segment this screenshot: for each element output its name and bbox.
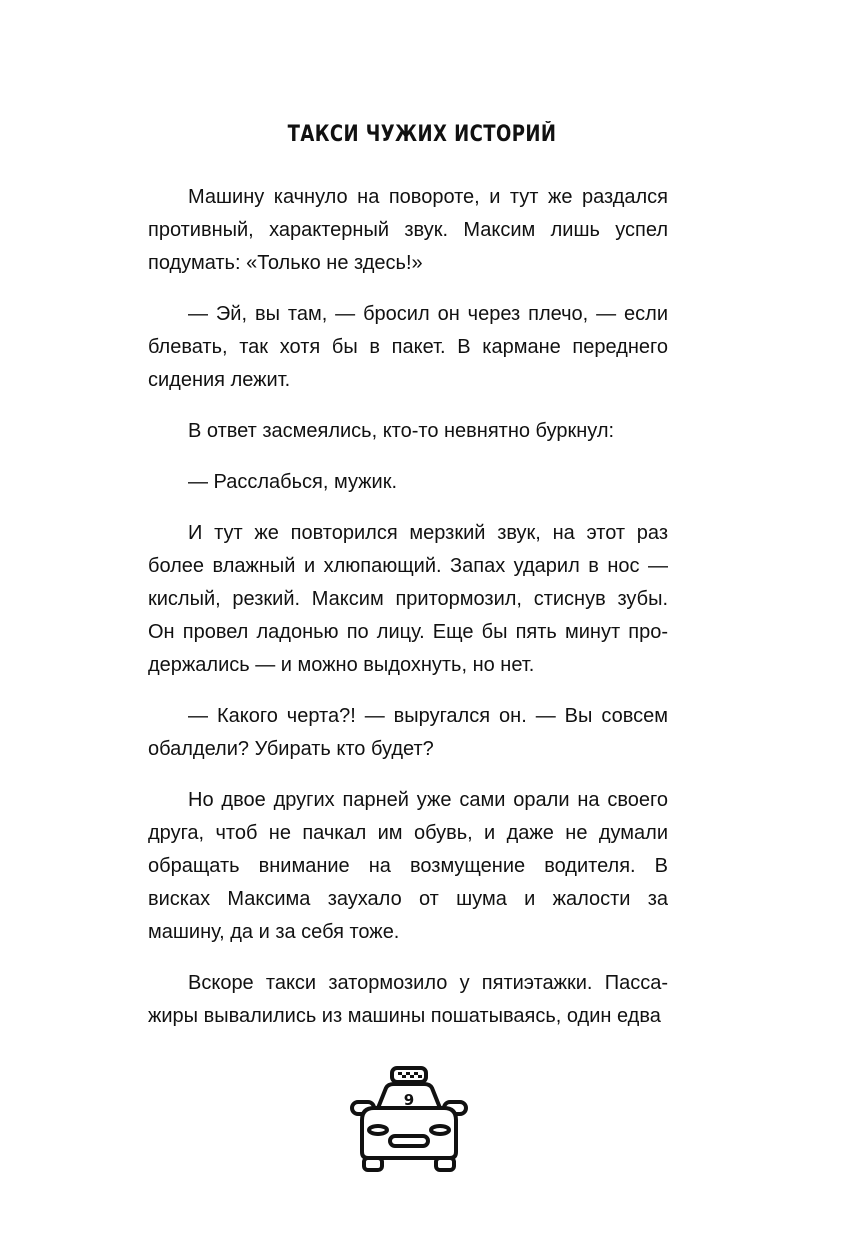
paragraph: Машину качнуло на повороте, и тут же раздался противный, характерный звук. Максим лишь успел подумать: «Только не здесь!»	[148, 186, 668, 274]
paragraph: И тут же повторился мерзкий звук, на этот раз более влажный и хлюпающий. Запах ударил в нос — кислый, резкий. Максим притормозил, стиснув зубы. Он провел ладонью по лицу. Еще бы пять минут продержались — и можно выдохнуть, но нет.	[148, 522, 668, 676]
paragraph: — Эй, вы там, — бросил он через плечо, — если блевать, так хотя бы в пакет. В кармане переднего сидения лежит.	[148, 303, 668, 391]
paragraph: Вскоре такси затормозило у пятиэтажки. Пассажиры вывалились из машины пошатываясь, один едва	[148, 972, 668, 1027]
paragraph: — Какого черта?! — выругался он. — Вы совсем обалдели? Убирать кто будет?	[148, 705, 668, 760]
paragraph: Но двое других парней уже сами орали на своего друга, чтоб не пачкал им обувь, и даже не думали обращать внимание на возмущение водителя. В висках Максима заухало от шума и жалости за машину, да и за себя тоже.	[148, 789, 668, 943]
running-header-title: ТАКСИ ЧУЖИХ ИСТОРИЙ	[287, 122, 557, 147]
body-text	[148, 181, 668, 1051]
paragraph: — Расслабься, мужик.	[188, 471, 398, 493]
page-number-badge	[348, 1064, 470, 1174]
taxi-car-icon	[348, 1064, 470, 1174]
paragraph: В ответ засмеялись, кто-то невнятно буркнул:	[188, 420, 615, 442]
page-number: 9	[403, 1091, 415, 1109]
